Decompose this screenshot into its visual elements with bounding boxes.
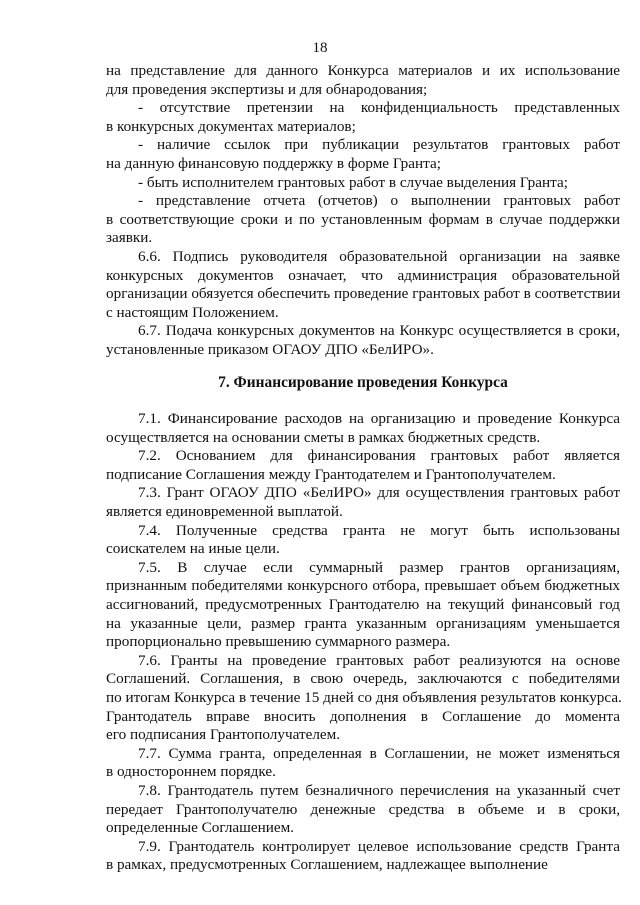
text-line: осуществляется на основании сметы в рамках бюджетных средств. (106, 428, 541, 446)
text-line: Грантодатель вправе вносить дополнения в Соглашение до момента (106, 707, 620, 725)
text-line: конкурсных документов означает, что администрация образовательной (106, 266, 620, 284)
text-line: признанным победителями конкурсного отбора, превышает объем бюджетных (106, 577, 620, 595)
text-line: Соглашений. Соглашения, в свою очередь, заключаются с победителями (106, 670, 620, 688)
paragraph (106, 559, 620, 652)
text-line: - представление отчета (отчетов) о выполнении грантовых работ (138, 192, 620, 210)
paragraph (106, 322, 620, 359)
text-line: определенные Соглашением. (106, 819, 294, 837)
text-line: передает Грантополучателю денежные средства в объеме и в сроки, (106, 800, 620, 818)
text-line: по итогам Конкурса в течение 15 дней со дня объявления результатов конкурса. (106, 689, 622, 706)
text-line: на указанные цели, размер гранта указанным организациям уменьшается (106, 614, 620, 632)
section-heading: 7. Финансирование проведения Конкурса (218, 373, 508, 391)
text-after-section (106, 410, 620, 875)
text-line: ассигнований, предусмотренных Грантодателю на текущий финансовый год (106, 596, 620, 614)
text-line: 7.2. Основанием для финансирования грантовых работ является (138, 447, 620, 465)
text-line: для проведения экспертизы и для обнародования; (106, 80, 428, 98)
text-line: с настоящим Положением. (106, 303, 279, 321)
text-line: - отсутствие претензии на конфиденциальность представленных (138, 99, 620, 117)
text-line: пропорционально превышению суммарного размера. (106, 633, 451, 651)
text-before-section (106, 62, 620, 360)
text-line: 7.6. Гранты на проведение грантовых работ реализуются на основе (138, 651, 620, 669)
text-line: в рамках, предусмотренных Соглашением, надлежащее выполнение (106, 856, 548, 874)
text-line: - наличие ссылок при публикации результатов грантовых работ (138, 136, 620, 154)
paragraph (106, 745, 620, 782)
text-line: установленные приказом ОГАОУ ДПО «БелИРО». (106, 340, 434, 358)
text-line: в одностороннем порядке. (106, 763, 276, 781)
text-line: организации обязуется обеспечить проведение грантовых работ в соответствии (106, 285, 621, 303)
text-line: в конкурсных документах материалов; (106, 117, 356, 135)
paragraph (106, 248, 620, 322)
text-line: 6.6. Подпись руководителя образовательной организации на заявке (138, 247, 620, 265)
page-content (106, 62, 620, 875)
paragraph (106, 192, 620, 248)
text-line: заявки. (106, 229, 153, 247)
text-line: 7.3. Грант ОГАОУ ДПО «БелИРО» для осуществления грантовых работ (138, 484, 620, 502)
text-line: 7.8. Грантодатель путем безналичного перечисления на указанный счет (138, 781, 620, 799)
paragraph (106, 410, 620, 447)
paragraph (106, 838, 620, 875)
text-line: соискателем на иные цели. (106, 540, 280, 558)
text-line: 7.4. Полученные средства гранта не могут быть использованы (138, 521, 620, 539)
paragraph (106, 447, 620, 484)
paragraph (106, 136, 620, 173)
text-line: 7.9. Грантодатель контролирует целевое использование средств Гранта (138, 837, 620, 855)
paragraph (106, 62, 620, 99)
text-line: его подписания Грантополучателем. (106, 726, 341, 744)
text-line: подписание Соглашения между Грантодателем и Грантополучателем. (106, 465, 556, 483)
paragraph (106, 782, 620, 838)
paragraph (106, 652, 620, 745)
paragraph (106, 99, 620, 136)
text-line: на данную финансовую поддержку в форме Гранта; (106, 154, 441, 172)
text-line: является единовременной выплатой. (106, 503, 343, 521)
text-line: 7.5. В случае если суммарный размер грантов организациям, (138, 558, 620, 576)
text-line: в соответствующие сроки и по установленным формам в случае поддержки (106, 210, 620, 228)
paragraph (106, 484, 620, 521)
page-number: 18 (312, 40, 328, 56)
text-line: - быть исполнителем грантовых работ в случае выделения Гранта; (138, 173, 568, 191)
text-line: 6.7. Подача конкурсных документов на Конкурс осуществляется в сроки, (138, 322, 620, 340)
text-line: на представление для данного Конкурса материалов и их использование (106, 62, 620, 79)
text-line: 7.7. Сумма гранта, определенная в Соглашении, не может изменяться (138, 744, 620, 762)
text-line: 7.1. Финансирование расходов на организацию и проведение Конкурса (138, 410, 620, 428)
paragraph (106, 522, 620, 559)
paragraph (106, 174, 620, 193)
